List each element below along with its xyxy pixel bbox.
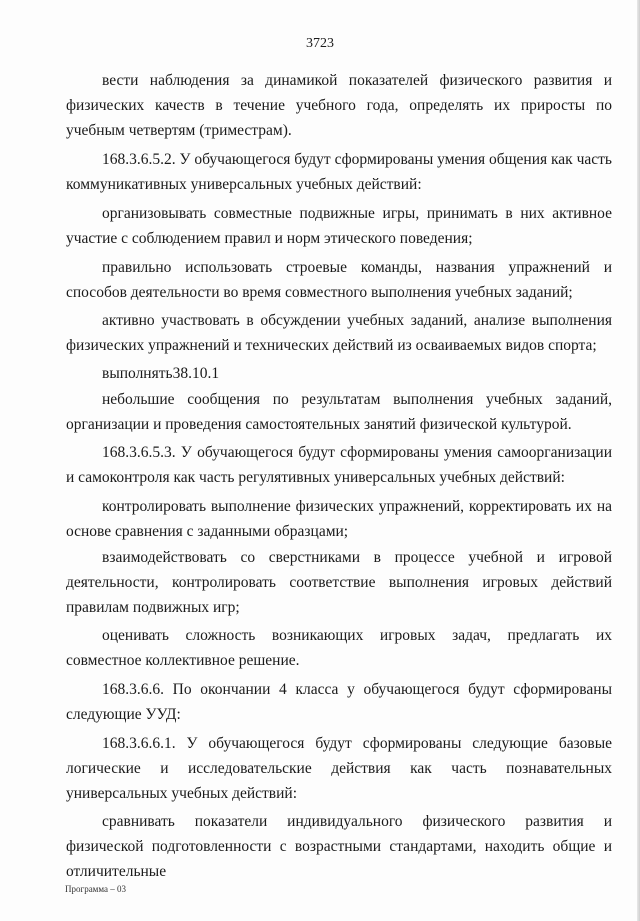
paragraph-5: активно участвовать в обсуждении учебных заданий, анализе выполнения физических упражнений и технических действий из осваиваемых видов спорта; [66, 312, 612, 354]
paragraph-8: 168.3.6.5.3. У обучающегося будут сформированы умения самоорганизации и самоконтроля как часть регулятивных универсальных учебных действий: [66, 444, 612, 486]
paragraph-9: контролировать выполнение физических упражнений, корректировать их на основе сравнения с заданными образцами; [66, 498, 612, 540]
paragraph-4: правильно использовать строевые команды, названия упражнений и способов деятельности во время совместного выполнения учебных заданий; [66, 259, 612, 301]
paragraph-2: 168.3.6.5.2. У обучающегося будут сформированы умения общения как часть коммуникативных универсальных учебных действий: [66, 151, 612, 193]
paragraph-10: взаимодействовать со сверстниками в процессе учебной и игровой деятельности, контролировать соответствие выполнения игровых действий правилам подвижных игр; [66, 549, 612, 616]
footer-note: Программа – 03 [65, 884, 127, 894]
paragraph-3: организовывать совместные подвижные игры, принимать в них активное участие с соблюдением правил и норм этического поведения; [66, 205, 612, 247]
paragraph-6: выполнять38.10.1 [102, 365, 220, 382]
paragraph-11: оценивать сложность возникающих игровых задач, предлагать их совместное коллективное решение. [66, 627, 612, 669]
paragraph-7: небольшие сообщения по результатам выполнения учебных заданий, организации и проведения самостоятельных занятий физической культурой. [66, 391, 612, 433]
paragraph-14: сравнивать показатели индивидуального физического развития и физической подготовленности с возрастными стандартами, находить общие и отличительные [66, 813, 612, 880]
page-number: 3723 [306, 36, 334, 51]
paragraph-1: вести наблюдения за динамикой показателей физического развития и физических качеств в течение учебного года, определять их приросты по учебным четвертям (триместрам). [66, 72, 612, 139]
paragraph-13: 168.3.6.6.1. У обучающегося будут сформированы следующие базовые логические и исследовательские действия как часть познавательных универсальных учебных действий: [66, 735, 612, 802]
paragraph-12: 168.3.6.6. По окончании 4 класса у обучающегося будут сформированы следующие УУД: [66, 681, 612, 723]
